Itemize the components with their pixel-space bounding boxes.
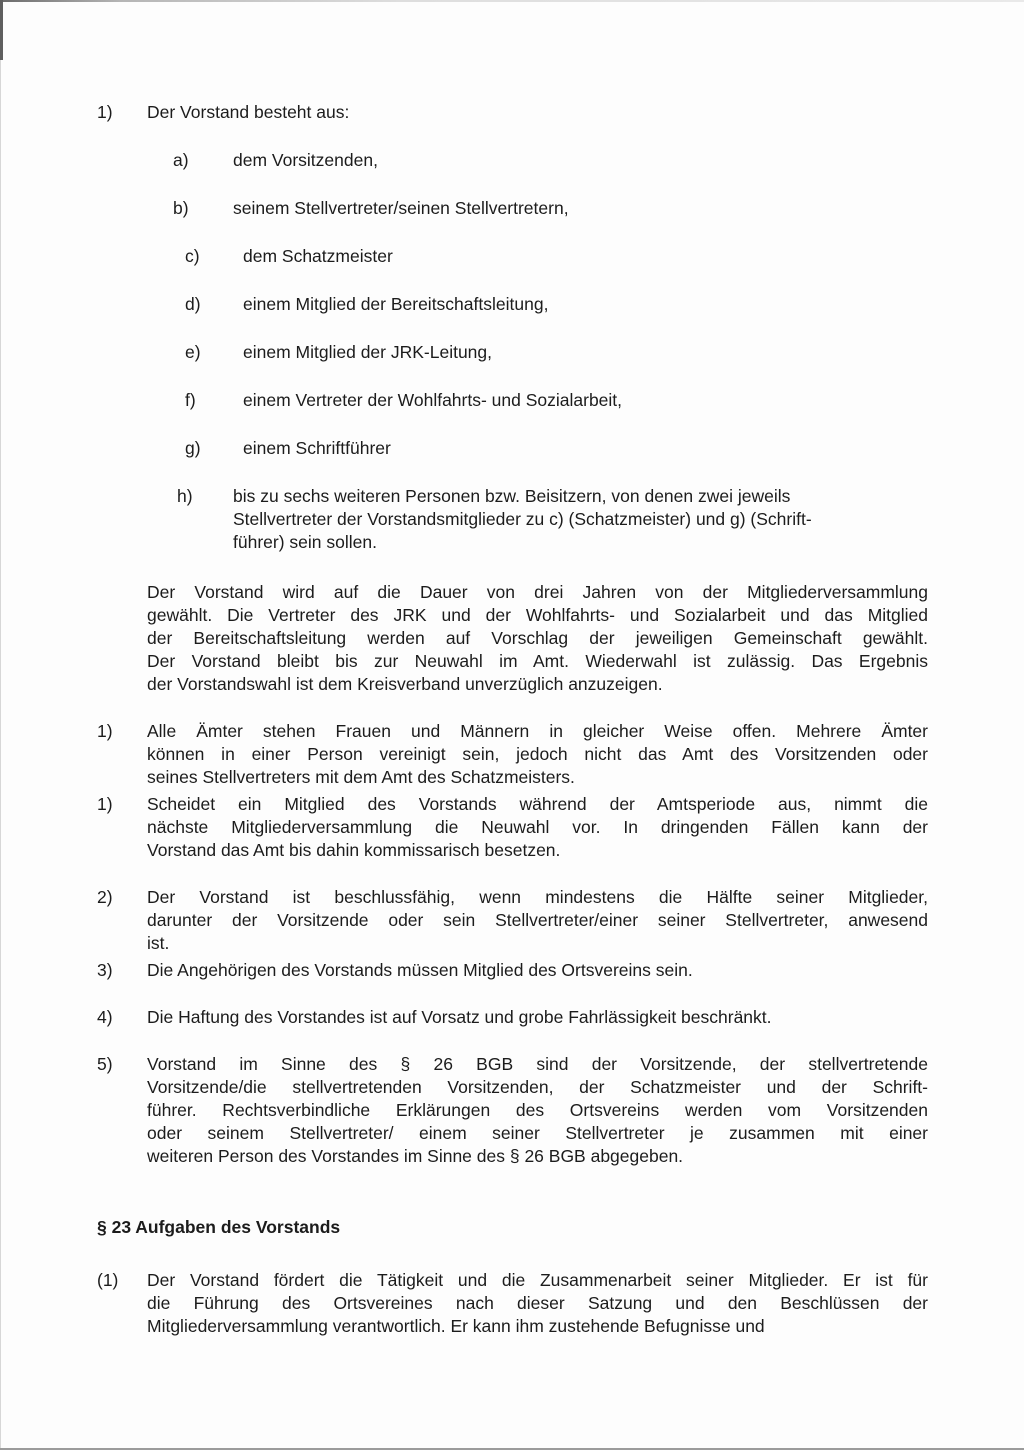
list-marker: 2)	[97, 887, 113, 907]
block-text	[147, 1006, 928, 1029]
block-text	[243, 437, 928, 460]
text-line: einem Vertreter der Wohlfahrts- und Sozialarbeit,	[243, 390, 623, 410]
text-line: Der Vorstand bleibt bis zur Neuwahl im Amt. Wiederwahl ist zulässig. Das Ergebnis	[147, 651, 928, 671]
lettered-item	[97, 341, 928, 364]
text-line: weiteren Person des Vorstandes im Sinne des § 26 BGB abgegeben.	[147, 1146, 684, 1166]
lettered-item	[97, 389, 928, 412]
text-line: nächste Mitgliederversammlung die Neuwahl vor. In dringenden Fällen kann der	[147, 817, 928, 837]
document-content	[97, 101, 928, 1338]
numbered-item	[97, 1269, 928, 1338]
text-line: der Vorstandswahl ist dem Kreisverband unverzüglich anzuzeigen.	[147, 674, 663, 694]
list-marker: 1)	[97, 102, 113, 122]
text-line: Die Haftung des Vorstandes ist auf Vorsatz und grobe Fahrlässigkeit beschränkt.	[147, 1007, 772, 1027]
block-text	[147, 886, 928, 955]
lettered-item	[97, 485, 928, 554]
list-marker: 4)	[97, 1007, 113, 1027]
lettered-item	[97, 293, 928, 316]
text-line: seinem Stellvertreter/seinen Stellvertretern,	[233, 198, 569, 218]
list-marker: 1)	[97, 794, 113, 814]
block-text	[243, 245, 928, 268]
block-text	[147, 720, 928, 789]
numbered-item	[97, 793, 928, 862]
list-marker: 1)	[97, 721, 113, 741]
scan-edge-left	[0, 60, 1, 1448]
text-line: Scheidet ein Mitglied des Vorstands während der Amtsperiode aus, nimmt die	[147, 794, 928, 814]
text-line: Vorstand im Sinne des § 26 BGB sind der Vorsitzende, der stellvertretende	[147, 1054, 928, 1074]
paragraph	[97, 581, 928, 696]
text-line: Der Vorstand fördert die Tätigkeit und die Zusammenarbeit seiner Mitglieder. Er ist für	[147, 1270, 928, 1290]
list-marker: 5)	[97, 1054, 113, 1074]
text-line: bis zu sechs weiteren Personen bzw. Beisitzern, von denen zwei jeweils	[233, 486, 791, 506]
list-marker: h)	[177, 486, 193, 506]
text-line: Alle Ämter stehen Frauen und Männern in gleicher Weise offen. Mehrere Ämter	[147, 721, 928, 741]
text-line: einem Mitglied der Bereitschaftsleitung,	[243, 294, 549, 314]
numbered-item	[97, 959, 928, 982]
text-line: seines Stellvertreters mit dem Amt des Schatzmeisters.	[147, 767, 575, 787]
numbered-item	[97, 720, 928, 789]
block-text	[147, 581, 928, 696]
numbered-item	[97, 1053, 928, 1168]
list-marker: g)	[185, 438, 201, 458]
list-marker: e)	[185, 342, 201, 362]
text-line: Mitgliederversammlung verantwortlich. Er kann ihm zustehende Befugnisse und	[147, 1316, 765, 1336]
lettered-item	[97, 245, 928, 268]
list-marker: f)	[185, 390, 196, 410]
text-line: führer. Rechtsverbindliche Erklärungen des Ortsvereins werden vom Vorsitzenden	[147, 1100, 928, 1120]
scan-edge-top	[0, 0, 1024, 2]
block-text	[233, 149, 928, 172]
text-line: der Bereitschaftsleitung werden auf Vorschlag der jeweiligen Gemeinschaft gewählt.	[147, 628, 928, 648]
list-marker: c)	[185, 246, 200, 266]
lettered-item	[97, 197, 928, 220]
list-marker: 3)	[97, 960, 113, 980]
text-line: dem Vorsitzenden,	[233, 150, 378, 170]
text-line: einem Schriftführer	[243, 438, 391, 458]
lettered-item	[97, 149, 928, 172]
scan-edge-left-dark	[0, 0, 3, 60]
block-text	[243, 293, 928, 316]
block-text	[233, 197, 928, 220]
text-line: Vorsitzende/die stellvertretenden Vorsitzenden, der Schatzmeister und der Schrift-	[147, 1077, 928, 1097]
text-line: Die Angehörigen des Vorstands müssen Mitglied des Ortsvereins sein.	[147, 960, 693, 980]
text-line: oder seinem Stellvertreter/ einem seiner Stellvertreter je zusammen mit einer	[147, 1123, 928, 1143]
text-line: dem Schatzmeister	[243, 246, 393, 266]
block-text	[147, 959, 928, 982]
text-line: die Führung des Ortsvereines nach dieser Satzung und den Beschlüssen der	[147, 1293, 928, 1313]
text-line: gewählt. Die Vertreter des JRK und der Wohlfahrts- und Sozialarbeit und das Mitglied	[147, 605, 928, 625]
list-marker: a)	[173, 150, 189, 170]
text-line: können in einer Person vereinigt sein, jedoch nicht das Amt des Vorsitzenden oder	[147, 744, 928, 764]
text-line: Vorstand das Amt bis dahin kommissarisch besetzen.	[147, 840, 561, 860]
text-line: Stellvertreter der Vorstandsmitglieder zu c) (Schatzmeister) und g) (Schrift-	[233, 509, 812, 529]
block-text	[147, 1269, 928, 1338]
block-text	[147, 101, 928, 124]
text-line: Der Vorstand besteht aus:	[147, 102, 350, 122]
section-heading	[97, 1216, 928, 1239]
block-text	[243, 341, 928, 364]
list-marker: b)	[173, 198, 189, 218]
list-marker: d)	[185, 294, 201, 314]
text-line: ist.	[147, 933, 170, 953]
list-marker: (1)	[97, 1270, 119, 1290]
text-line: führer) sein sollen.	[233, 532, 377, 552]
block-text	[233, 485, 928, 554]
block-text	[243, 389, 928, 412]
text-line: einem Mitglied der JRK-Leitung,	[243, 342, 493, 362]
lettered-item	[97, 437, 928, 460]
text-line: darunter der Vorsitzende oder sein Stellvertreter/einer seiner Stellvertreter, anwesend	[147, 910, 928, 930]
block-text	[147, 1053, 928, 1168]
block-text	[147, 793, 928, 862]
text-line: Der Vorstand wird auf die Dauer von drei Jahren von der Mitgliederversammlung	[147, 582, 928, 602]
numbered-item	[97, 101, 928, 124]
text-line: Der Vorstand ist beschlussfähig, wenn mindestens die Hälfte seiner Mitglieder,	[147, 887, 928, 907]
text-line: § 23 Aufgaben des Vorstands	[97, 1217, 341, 1237]
numbered-item	[97, 886, 928, 955]
numbered-item	[97, 1006, 928, 1029]
block-text	[97, 1216, 928, 1239]
